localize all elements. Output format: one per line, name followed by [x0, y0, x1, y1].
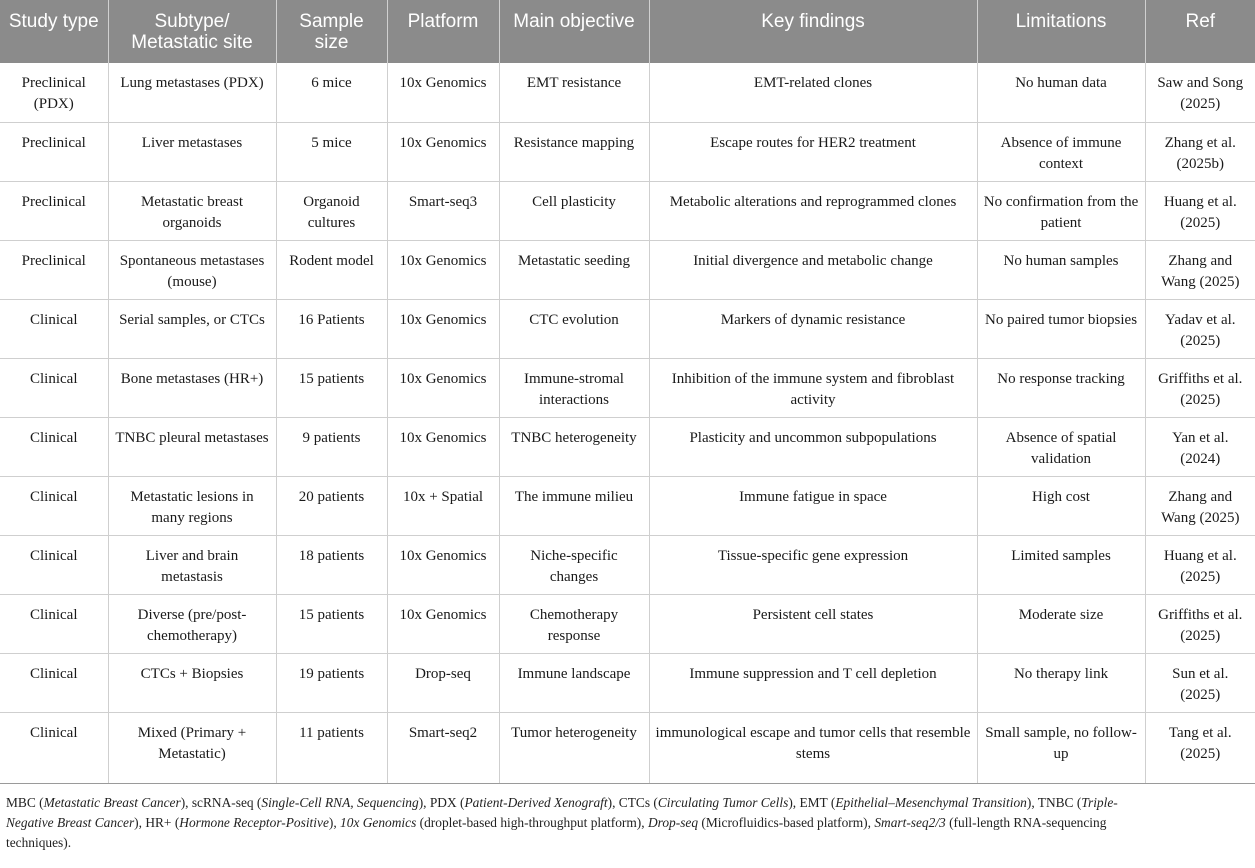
table-cell: Huang et al. (2025) — [1145, 535, 1255, 594]
table-cell: Clinical — [0, 358, 108, 417]
table-cell: No human samples — [977, 240, 1145, 299]
footnote-segment: Hormone Receptor-Positive — [179, 814, 329, 830]
footnote-segment: Smart-seq2/3 — [874, 814, 946, 830]
table-cell: Preclinical — [0, 240, 108, 299]
table-cell: No paired tumor biopsies — [977, 299, 1145, 358]
table-row — [0, 122, 1255, 181]
column-header: Platform — [387, 0, 499, 63]
table-cell: Clinical — [0, 476, 108, 535]
table-cell: Zhang et al. (2025b) — [1145, 122, 1255, 181]
table-cell: Saw and Song (2025) — [1145, 63, 1255, 122]
table-cell: Markers of dynamic resistance — [649, 299, 977, 358]
table-cell: Diverse (pre/post-chemotherapy) — [108, 594, 276, 653]
table-cell: 5 mice — [276, 122, 387, 181]
column-header: Sample size — [276, 0, 387, 63]
table-cell: 6 mice — [276, 63, 387, 122]
table-cell: Tumor heterogeneity — [499, 712, 649, 783]
table-cell: CTCs + Biopsies — [108, 653, 276, 712]
table-row — [0, 712, 1255, 783]
table-cell: 10x Genomics — [387, 417, 499, 476]
table-cell: 10x + Spatial — [387, 476, 499, 535]
column-header: Main objective — [499, 0, 649, 63]
table-cell: CTC evolution — [499, 299, 649, 358]
table-cell: Zhang and Wang (2025) — [1145, 240, 1255, 299]
footnote-segment: Triple-Negative Breast Cancer — [6, 794, 1118, 830]
table-cell: Zhang and Wang (2025) — [1145, 476, 1255, 535]
table-cell: Mixed (Primary + Metastatic) — [108, 712, 276, 783]
footnote-segment: ), HR+ ( — [134, 814, 180, 830]
table-cell: Smart-seq2 — [387, 712, 499, 783]
table-cell: Initial divergence and metabolic change — [649, 240, 977, 299]
column-header: Limitations — [977, 0, 1145, 63]
footnote-segment: (Microfluidics-based platform), — [698, 814, 875, 830]
table-cell: Cell plasticity — [499, 181, 649, 240]
table-cell: Niche-specific changes — [499, 535, 649, 594]
table-cell: Drop-seq — [387, 653, 499, 712]
table-cell: Limited samples — [977, 535, 1145, 594]
table-cell: Resistance mapping — [499, 122, 649, 181]
table-cell: Griffiths et al. (2025) — [1145, 594, 1255, 653]
table-body — [0, 63, 1255, 783]
table-cell: EMT resistance — [499, 63, 649, 122]
table-row — [0, 181, 1255, 240]
footnote-segment: MBC ( — [6, 794, 44, 810]
table-cell: Escape routes for HER2 treatment — [649, 122, 977, 181]
table-cell: Inhibition of the immune system and fibroblast activity — [649, 358, 977, 417]
table-cell: Metabolic alterations and reprogrammed clones — [649, 181, 977, 240]
footnote-segment: (droplet-based high-throughput platform), — [416, 814, 648, 830]
table-row — [0, 240, 1255, 299]
table-cell: Yadav et al. (2025) — [1145, 299, 1255, 358]
table-cell: 18 patients — [276, 535, 387, 594]
table-cell: 16 Patients — [276, 299, 387, 358]
table-cell: Smart-seq3 — [387, 181, 499, 240]
table-cell: Clinical — [0, 712, 108, 783]
table-cell: Absence of immune context — [977, 122, 1145, 181]
table-cell: High cost — [977, 476, 1145, 535]
table-cell: No response tracking — [977, 358, 1145, 417]
table-cell: Liver and brain metastasis — [108, 535, 276, 594]
footnote-segment: ), CTCs ( — [607, 794, 658, 810]
table-cell: Preclinical — [0, 181, 108, 240]
column-header: Subtype/ Metastatic site — [108, 0, 276, 63]
footnote-segment: ), EMT ( — [788, 794, 836, 810]
table-row — [0, 417, 1255, 476]
table-cell: Bone metastases (HR+) — [108, 358, 276, 417]
table-cell: TNBC pleural metastases — [108, 417, 276, 476]
footnote-segment: 10x Genomics — [340, 814, 417, 830]
table-cell: Chemotherapy response — [499, 594, 649, 653]
footnote-segment: ), TNBC ( — [1026, 794, 1082, 810]
footnote-segment: ), PDX ( — [418, 794, 465, 810]
table-row — [0, 299, 1255, 358]
footnote-segment: ), scRNA-seq ( — [180, 794, 262, 810]
table-cell: Clinical — [0, 417, 108, 476]
table-cell: immunological escape and tumor cells that resemble stems — [649, 712, 977, 783]
table-cell: Clinical — [0, 299, 108, 358]
table-cell: Liver metastases — [108, 122, 276, 181]
footnote-segment: Patient-Derived Xenograft — [464, 794, 608, 810]
table-row — [0, 476, 1255, 535]
table-cell: Rodent model — [276, 240, 387, 299]
table-cell: Absence of spatial validation — [977, 417, 1145, 476]
column-header: Key findings — [649, 0, 977, 63]
table-row — [0, 594, 1255, 653]
footnote-segment: (full-length RNA-sequencing techniques). — [6, 814, 1107, 850]
table-cell: 10x Genomics — [387, 240, 499, 299]
table-cell: 10x Genomics — [387, 122, 499, 181]
table-cell: Yan et al. (2024) — [1145, 417, 1255, 476]
table-cell: 10x Genomics — [387, 594, 499, 653]
table-cell: Huang et al. (2025) — [1145, 181, 1255, 240]
table-cell: Clinical — [0, 594, 108, 653]
table-cell: 15 patients — [276, 594, 387, 653]
table-cell: No human data — [977, 63, 1145, 122]
table-cell: 11 patients — [276, 712, 387, 783]
table-cell: 20 patients — [276, 476, 387, 535]
table-cell: 19 patients — [276, 653, 387, 712]
table-cell: Tang et al. (2025) — [1145, 712, 1255, 783]
table-cell: Sun et al. (2025) — [1145, 653, 1255, 712]
table-cell: Immune-stromal interactions — [499, 358, 649, 417]
table-cell: Tissue-specific gene expression — [649, 535, 977, 594]
table-row — [0, 535, 1255, 594]
table-cell: Immune suppression and T cell depletion — [649, 653, 977, 712]
table-row — [0, 358, 1255, 417]
table-cell: Lung metastases (PDX) — [108, 63, 276, 122]
table-cell: Preclinical — [0, 122, 108, 181]
table-cell: 10x Genomics — [387, 63, 499, 122]
footnote-segment: Drop-seq — [647, 814, 699, 830]
footnote-segment: Metastatic Breast Cancer — [43, 794, 181, 810]
table-cell: 10x Genomics — [387, 358, 499, 417]
footnote-segment: Circulating Tumor Cells — [657, 794, 789, 810]
table-header — [0, 0, 1255, 63]
table-row — [0, 653, 1255, 712]
table-cell: Small sample, no follow-up — [977, 712, 1145, 783]
table-cell: Spontaneous metastases (mouse) — [108, 240, 276, 299]
table-cell: 10x Genomics — [387, 535, 499, 594]
table-cell: Serial samples, or CTCs — [108, 299, 276, 358]
table-cell: 15 patients — [276, 358, 387, 417]
table-cell: Preclinical (PDX) — [0, 63, 108, 122]
table-cell: Clinical — [0, 653, 108, 712]
table-cell: Organoid cultures — [276, 181, 387, 240]
table-cell: Moderate size — [977, 594, 1145, 653]
table-cell: Immune landscape — [499, 653, 649, 712]
table-cell: TNBC heterogeneity — [499, 417, 649, 476]
column-header: Study type — [0, 0, 108, 63]
table-cell: 10x Genomics — [387, 299, 499, 358]
table-footnote — [0, 784, 1145, 853]
table-cell: The immune milieu — [499, 476, 649, 535]
header-row — [0, 0, 1255, 63]
table-cell: EMT-related clones — [649, 63, 977, 122]
footnote-segment: Epithelial–Mesenchymal Transition — [835, 794, 1027, 810]
table-cell: Immune fatigue in space — [649, 476, 977, 535]
table-cell: Metastatic breast organoids — [108, 181, 276, 240]
column-header: Ref — [1145, 0, 1255, 63]
footnote-segment: Single-Cell RNA, Sequencing — [261, 794, 419, 810]
table-cell: No therapy link — [977, 653, 1145, 712]
table-cell: Griffiths et al. (2025) — [1145, 358, 1255, 417]
footnote-segment: ), — [328, 814, 341, 830]
table-row — [0, 63, 1255, 122]
table-cell: Metastatic lesions in many regions — [108, 476, 276, 535]
table-cell: No confirmation from the patient — [977, 181, 1145, 240]
table-cell: Plasticity and uncommon subpopulations — [649, 417, 977, 476]
table-cell: Metastatic seeding — [499, 240, 649, 299]
table-cell: Clinical — [0, 535, 108, 594]
table-cell: 9 patients — [276, 417, 387, 476]
table-cell: Persistent cell states — [649, 594, 977, 653]
